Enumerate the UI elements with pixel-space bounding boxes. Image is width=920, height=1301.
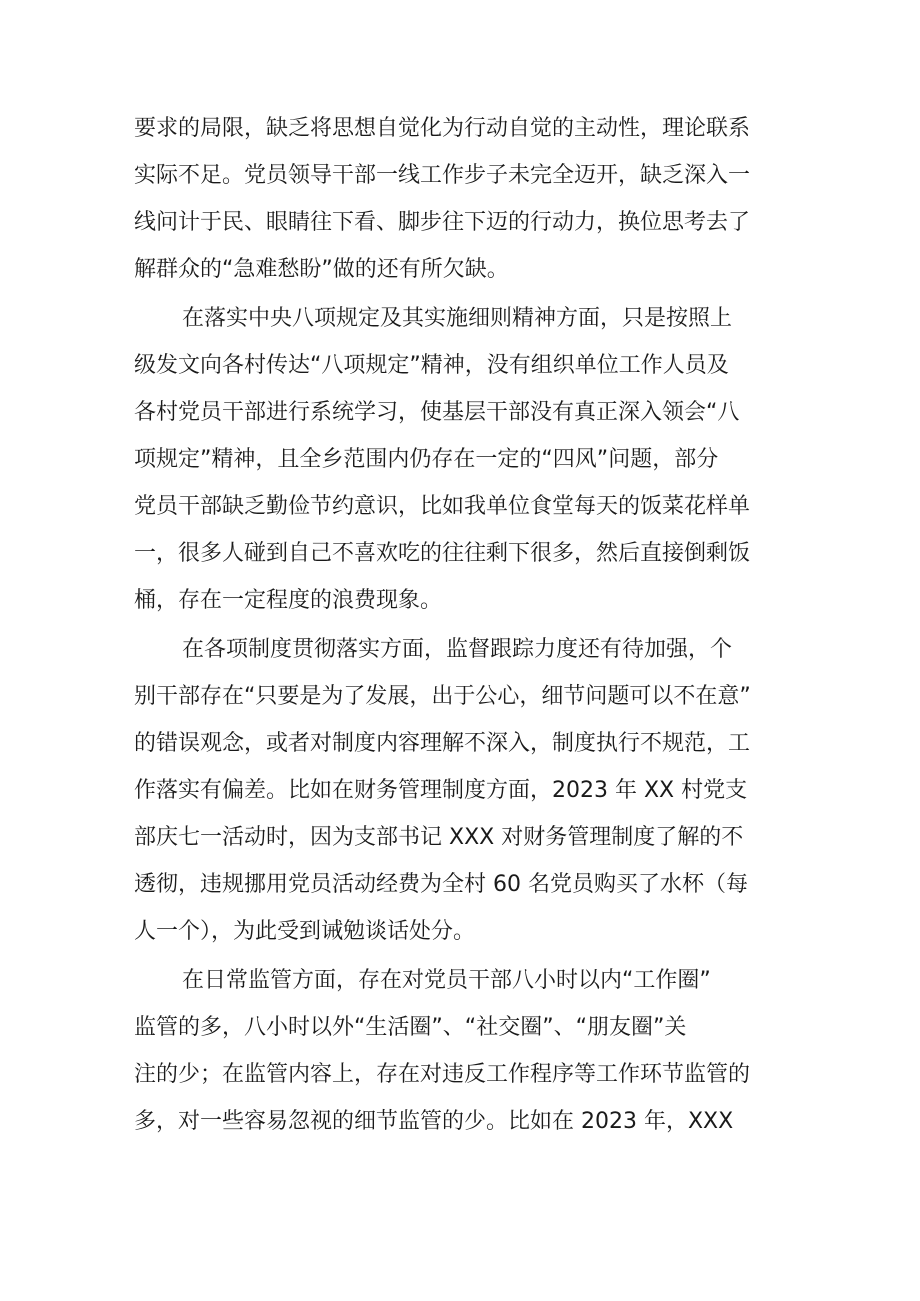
text-line: 多，对一些容易忽视的细节监管的少。比如在 2023 年，XXX — [134, 1109, 734, 1134]
text-line: 监管的多，八小时以外“生活圈”、“社交圈”、“朋友圈”关 — [134, 1015, 687, 1040]
text-line: 解群众的“急难愁盼”做的还有所欠缺。 — [134, 257, 509, 282]
text-line: 别干部存在“只要是为了发展，出于公心，细节问题可以不在意” — [134, 684, 751, 709]
text-line: 部庆七一活动时，因为支部书记 XXX 对财务管理制度了解的不 — [134, 825, 744, 850]
paragraph-continuation — [134, 105, 774, 293]
text-line: 实际不足。党员领导干部一线工作步子未完全迈开，缺乏深入一 — [134, 163, 751, 188]
text-line: 人一个），为此受到诫勉谈话处分。 — [134, 919, 476, 944]
text-line: 各村党员干部进行系统学习，使基层干部没有真正深入领会“八 — [134, 400, 740, 425]
text-line: 线问计于民、眼睛往下看、脚步往下迈的行动力，换位思考去了 — [134, 210, 751, 235]
text-line: 桶，存在一定程度的浪费现象。 — [134, 588, 443, 613]
text-line: 党员干部缺乏勤俭节约意识，比如我单位食堂每天的饭菜花样单 — [134, 494, 751, 519]
document-body — [134, 105, 774, 1147]
text-line: 级发文向各村传达“八项规定”精神，没有组织单位工作人员及 — [134, 353, 729, 378]
text-line: 注的少；在监管内容上，存在对违反工作程序等工作环节监管的 — [134, 1062, 751, 1087]
text-line: 一，很多人碰到自己不喜欢吃的往往剩下很多，然后直接倒剩饭 — [134, 541, 751, 566]
text-line: 的错误观念，或者对制度内容理解不深入，制度执行不规范，工 — [134, 731, 751, 756]
paragraph-daily-supervision — [134, 957, 774, 1145]
paragraph-eight-rules — [134, 295, 774, 624]
text-line: 在各项制度贯彻落实方面，监督跟踪力度还有待加强，个 — [182, 637, 733, 662]
text-line: 项规定”精神，且全乡范围内仍存在一定的“四风”问题，部分 — [134, 447, 719, 472]
text-line: 要求的局限，缺乏将思想自觉化为行动自觉的主动性，理论联系 — [134, 116, 751, 141]
text-line: 透彻，违规挪用党员活动经费为全村 60 名党员购买了水杯（每 — [134, 872, 748, 897]
text-line: 在日常监管方面，存在对党员干部八小时以内“工作圈” — [182, 968, 711, 993]
text-line: 在落实中央八项规定及其实施细则精神方面，只是按照上 — [182, 306, 733, 331]
text-line: 作落实有偏差。比如在财务管理制度方面，2023 年 XX 村党支 — [134, 778, 748, 803]
paragraph-system-implementation — [134, 626, 774, 955]
